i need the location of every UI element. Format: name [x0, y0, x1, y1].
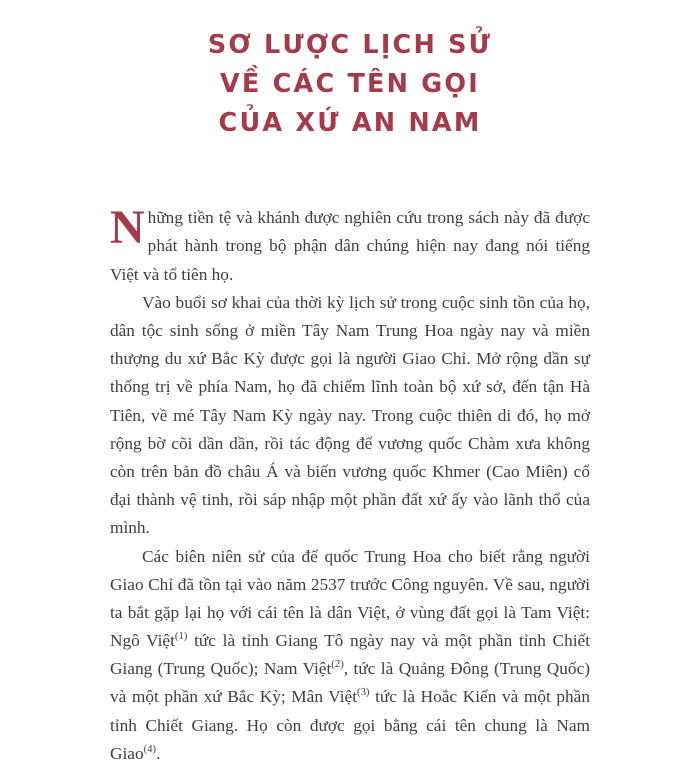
drop-cap: N [110, 206, 148, 247]
page-title [0, 0, 700, 142]
paragraph-1 [110, 204, 590, 289]
paragraph-3-text-5: . [156, 744, 160, 763]
title-line-2: VỀ CÁC TÊN GỌI [0, 65, 700, 104]
paragraph-3 [110, 543, 590, 768]
footnote-marker-3: (3) [357, 687, 370, 699]
paragraph-3-text-2: tức là tỉnh Giang Tô ngày nay và một phần tỉnh Chiết Giang (Trung Quốc); Nam Việt [110, 631, 590, 678]
paragraph-2: Vào buổi sơ khai của thời kỳ lịch sử trong cuộc sinh tồn của họ, dân tộc sinh sống ở miền Tây Nam Trung Hoa ngày nay và miền thượng du xứ Bắc Kỳ được gọi là người Giao Chỉ. Mở rộng dần sự thống trị về phía Nam, họ đã chiếm lĩnh toàn bộ xứ sở, đến tận Hà Tiên, về mé Tây Nam Kỳ ngày nay. Trong cuộc thiên di đó, họ mở rộng bờ cõi dần dần, rồi tác động để vương quốc Chàm xưa không còn trên bản đồ châu Á và biến vương quốc Khmer (Cao Miên) cổ đại thành vệ tinh, rồi sáp nhập một phần đất xứ ấy vào lãnh thổ của mình. [110, 289, 590, 543]
title-line-1: SƠ LƯỢC LỊCH SỬ [0, 26, 700, 65]
title-line-3: CỦA XỨ AN NAM [0, 104, 700, 143]
paragraph-3-text-3: , tức là Quảng Đông (Trung Quốc) và một phần xứ Bắc Kỳ; Mân Việt [110, 659, 590, 706]
footnote-marker-4: (4) [144, 743, 157, 755]
paragraph-3-text-1: Các biên niên sử của đế quốc Trung Hoa cho biết rằng người Giao Chỉ đã tồn tại vào năm 2537 trước Công nguyên. Về sau, người ta bắt gặp lại họ với cái tên là dân Việt, ở vùng đất gọi là Tam Việt: Ngô Việt [110, 547, 590, 651]
paragraph-3-text-4: tức là Hoắc Kiến và một phần tỉnh Chiết Giang. Họ còn được gọi bằng cái tên chung là Nam Giao [110, 687, 590, 762]
footnote-marker-2: (2) [331, 658, 344, 670]
footnote-marker-1: (1) [175, 630, 188, 642]
body-text [110, 142, 590, 768]
paragraph-1-text: hững tiền tệ và khánh được nghiên cứu trong sách này đã được phát hành trong bộ phận dân chúng hiện nay đang nói tiếng Việt và tổ tiên họ. [110, 208, 590, 283]
